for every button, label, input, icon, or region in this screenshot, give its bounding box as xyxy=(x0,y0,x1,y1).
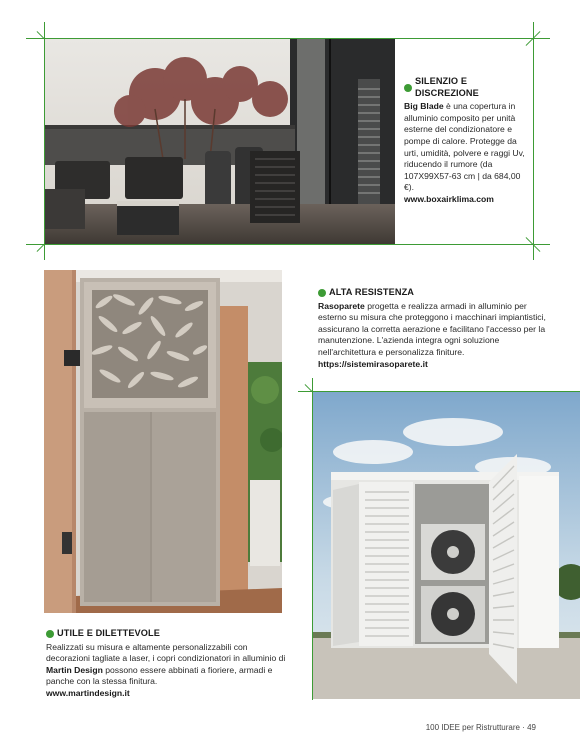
green-bullet-icon xyxy=(318,289,326,297)
body-text: è una copertura in alluminio composito per unità esterne del condizionatore e pompe di calore. Protegge da urti, umidità, polvere e raggi Uv, riducendo il rumore (da 107X99X57-63 cm | da 684,00 €). xyxy=(404,101,525,193)
ac-enclosure-photo xyxy=(313,392,580,699)
article-silenzio xyxy=(404,76,532,206)
brand-name: Big Blade xyxy=(404,101,444,112)
heading-text: ALTA RESISTENZA xyxy=(329,287,415,297)
cabinet-illustration xyxy=(44,270,282,613)
article-heading xyxy=(46,628,286,640)
article-heading xyxy=(318,287,554,299)
crop-line xyxy=(26,244,550,245)
article-body xyxy=(46,642,286,688)
page-footer: 100 IDEE per Ristrutturare · 49 xyxy=(425,723,536,732)
heading-text: SILENZIO E DISCREZIONE xyxy=(415,76,479,98)
body-text: Realizzati su misura e altamente personalizzabili con decorazioni tagliate a laser, i copri condizionatori in alluminio di xyxy=(46,641,286,664)
article-heading xyxy=(404,76,532,99)
green-bullet-icon xyxy=(46,630,54,638)
green-bullet-icon xyxy=(404,84,412,92)
brand-name: Martin Design xyxy=(46,664,103,675)
article-alta-resistenza xyxy=(318,287,554,370)
terrace-photo xyxy=(45,39,395,244)
crop-line xyxy=(533,22,534,260)
article-body xyxy=(318,301,554,359)
article-link[interactable]: www.boxairklima.com xyxy=(404,193,494,204)
article-link[interactable]: https://sistemirasoparete.it xyxy=(318,358,428,369)
ac-enclosure-illustration xyxy=(313,392,580,699)
cabinet-photo xyxy=(44,270,282,613)
body-text: progetta e realizza armadi in alluminio per esterno su misura che proteggono i macchinari impiantistici, assicurano la corretta aerazione e facilitano l'accesso per la manutenzione. L'azienda integra ogni soluzione nell'architettura e personalizza finiture. xyxy=(318,300,546,357)
article-utile-dilettevole xyxy=(46,628,286,700)
article-link[interactable]: www.martindesign.it xyxy=(46,687,130,698)
heading-text: UTILE E DILETTEVOLE xyxy=(57,628,160,638)
terrace-illustration xyxy=(45,39,395,244)
article-body xyxy=(404,101,532,194)
body-text: possono essere abbinati a fioriere, armadi e panche con la stessa finitura. xyxy=(46,664,273,687)
brand-name: Rasoparete xyxy=(318,300,365,311)
